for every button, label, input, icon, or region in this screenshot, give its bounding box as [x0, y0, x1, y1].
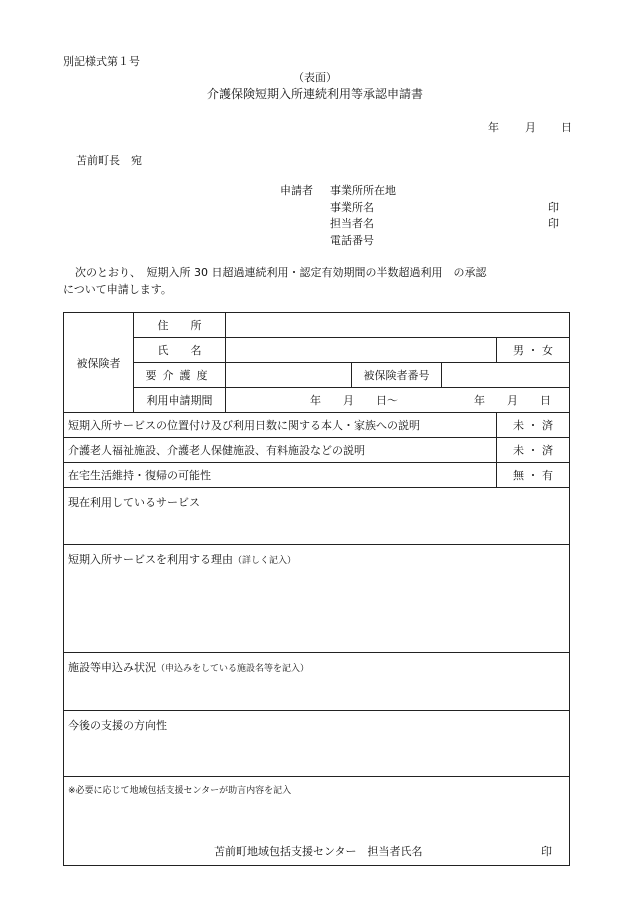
period-field[interactable] — [226, 388, 570, 413]
facility-status-field[interactable] — [64, 653, 570, 711]
period-from: 年 月 日〜 — [310, 394, 398, 407]
address-field[interactable] — [226, 313, 570, 338]
name-field[interactable] — [226, 338, 497, 363]
explain-usage-label: 短期入所サービスの位置付け及び利用日数に関する本人・家族への説明 — [64, 413, 497, 438]
date-day: 日 — [561, 121, 572, 134]
gender-select[interactable]: 男 ・ 女 — [497, 338, 570, 363]
explain-facility-status[interactable]: 未 ・ 済 — [497, 438, 570, 463]
reason-note: （詳しく記入） — [233, 556, 297, 566]
date-year: 年 — [488, 121, 499, 134]
center-note: ※必要に応じて地域包括支援センターが助言内容を記入 — [68, 786, 292, 796]
explain-usage-status[interactable]: 未 ・ 済 — [497, 413, 570, 438]
name-label: 氏 名 — [134, 338, 226, 363]
reason-label: 短期入所サービスを利用する理由 — [68, 553, 233, 566]
side-label: （表面） — [293, 71, 337, 84]
reason-field[interactable] — [64, 545, 570, 653]
phone-label: 電話番号 — [330, 234, 374, 247]
insured-label: 被保険者 — [64, 313, 134, 413]
insured-number-label: 被保険者番号 — [352, 363, 442, 388]
insured-number-field[interactable] — [442, 363, 570, 388]
period-to: 年 月 日 — [474, 394, 551, 407]
current-services-label: 現在利用しているサービス — [68, 496, 200, 509]
support-direction-label: 今後の支援の方向性 — [68, 719, 167, 732]
facility-status-note: （申込みをしている施設名等を記入） — [156, 664, 310, 674]
center-advice-field[interactable] — [64, 777, 570, 866]
application-table — [63, 312, 570, 866]
date-month: 月 — [525, 121, 536, 134]
applicant-label: 申請者 — [280, 184, 313, 197]
form-number: 別記様式第１号 — [63, 55, 140, 68]
intro-line-1: 次のとおり、 短期入所 30 日超過連続利用・認定有効期間の半数超過利用 の承認 — [75, 266, 487, 279]
office-address-label: 事業所所在地 — [330, 184, 396, 197]
center-seal: 印 — [541, 845, 552, 858]
addressee: 苫前町長 宛 — [76, 154, 142, 167]
home-life-label: 在宅生活維持・復帰の可能性 — [64, 463, 497, 488]
period-label: 利用申請期間 — [134, 388, 226, 413]
support-direction-field[interactable] — [64, 711, 570, 777]
office-name-label: 事業所名 — [330, 201, 374, 214]
seal-mark: 印 — [548, 217, 559, 230]
care-level-label: 要介護度 — [134, 363, 226, 388]
explain-facility-label: 介護老人福祉施設、介護老人保健施設、有料施設などの説明 — [64, 438, 497, 463]
page-title: 介護保険短期入所連続利用等承認申請書 — [206, 87, 423, 101]
care-level-field[interactable] — [226, 363, 352, 388]
address-label: 住 所 — [134, 313, 226, 338]
home-life-status[interactable]: 無 ・ 有 — [497, 463, 570, 488]
intro-line-2: について申請します。 — [63, 283, 172, 296]
center-signature-label: 苫前町地域包括支援センター 担当者氏名 — [214, 845, 423, 858]
facility-status-label: 施設等申込み状況 — [68, 661, 156, 674]
seal-mark: 印 — [548, 201, 559, 214]
staff-name-label: 担当者名 — [330, 217, 374, 230]
current-services-field[interactable] — [64, 488, 570, 545]
